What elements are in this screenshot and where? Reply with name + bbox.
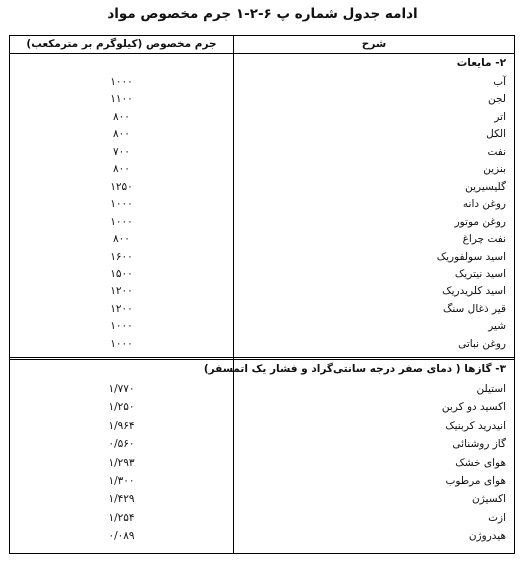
density-value: ۱/۴۲۹: [108, 493, 135, 506]
table-row: [10, 436, 514, 453]
material-name: اسید سولفوریک: [436, 250, 506, 263]
table-row: [10, 510, 514, 527]
table-row: [10, 455, 514, 472]
density-value: ۸۰۰: [113, 128, 130, 141]
material-name: روغن نباتی: [458, 337, 506, 350]
section-divider: [10, 357, 514, 358]
density-value: ۱۰۰۰: [110, 215, 133, 228]
table-row: [10, 336, 514, 353]
density-value: ۱۰۰۰: [110, 76, 133, 88]
density-value: ۰/۵۶۰: [108, 438, 135, 451]
density-value: ۱/۲۵۴: [108, 511, 135, 524]
density-value: ۸۰۰: [113, 163, 130, 176]
table-row: [10, 74, 514, 91]
table-row: [10, 381, 514, 398]
table-row: [10, 473, 514, 490]
density-value: ۱۰۰۰: [110, 337, 133, 350]
density-value: ۱۵۰۰: [110, 267, 133, 280]
table-row: [10, 91, 514, 108]
table-row: [10, 528, 514, 545]
material-name: الکل: [486, 128, 506, 141]
material-name: گاز روشنائی: [452, 438, 506, 451]
table-row: [10, 318, 514, 335]
density-value: ۱۲۰۰: [110, 285, 133, 298]
density-value: ۱/۲۹۳: [108, 456, 135, 469]
section-title-liquids: ۲- مایعات: [456, 57, 506, 69]
material-name: نفت: [487, 145, 506, 158]
table-row: [10, 214, 514, 231]
material-name: اتر: [494, 110, 506, 123]
table-row: [10, 179, 514, 196]
density-value: ۸۰۰: [113, 110, 130, 123]
material-name: گلیسیرین: [465, 180, 506, 193]
density-value: ۷۰۰: [113, 145, 130, 158]
table-row: [10, 196, 514, 213]
table-row: [10, 109, 514, 126]
material-name: روغن موتور: [454, 215, 506, 228]
table-row: [10, 266, 514, 283]
table-row: [10, 399, 514, 416]
density-value: ۱۱۰۰: [110, 93, 133, 106]
material-name: انیدرید کربنیک: [445, 419, 506, 432]
table-row: [10, 418, 514, 435]
section-title-gases: ۳- گازها ( دمای صفر درجه سانتی‌گراد و فشار یک اتمسفر): [203, 363, 506, 375]
density-value: ۱/۲۵۰: [108, 401, 135, 414]
density-value: ۱۰۰۰: [110, 198, 133, 211]
material-name: اکسید دو کربن: [441, 401, 506, 414]
material-name: هوای مرطوب: [445, 475, 506, 487]
table-header: [10, 36, 514, 54]
density-table: [9, 35, 515, 554]
table-row: [10, 301, 514, 318]
density-value: ۱۰۰۰: [110, 320, 133, 333]
table-row: [10, 144, 514, 161]
density-value: ۱/۷۷۰: [108, 383, 135, 395]
page-title: ادامه جدول شماره پ ۶-۲-۱ جرم مخصوص مواد: [107, 6, 418, 22]
density-value: ۱/۹۶۴: [108, 419, 135, 432]
table-row: [10, 249, 514, 266]
material-name: هوای خشک: [455, 456, 506, 469]
density-value: ۱۲۰۰: [110, 302, 133, 315]
table-row: [10, 126, 514, 143]
density-value: ۱۶۰۰: [110, 250, 133, 263]
density-value: ۸۰۰: [113, 233, 130, 246]
gases-section: [10, 359, 514, 555]
material-name: قیر ذغال سنگ: [442, 302, 506, 315]
table-row: [10, 491, 514, 508]
material-name: لجن: [488, 93, 506, 106]
liquids-section: [10, 54, 514, 357]
table-row: [10, 231, 514, 248]
material-name: بنزین: [483, 163, 506, 176]
density-value: ۰/۰۸۹: [108, 530, 135, 543]
material-name: روغن دانه: [462, 198, 506, 211]
material-name: نفت چراغ: [462, 233, 506, 246]
material-name: اسید کلریدریک: [442, 285, 506, 298]
description-header: شرح: [361, 38, 387, 50]
material-name: اکسیژن: [472, 493, 506, 506]
material-name: هیدروژن: [468, 530, 506, 543]
density-value: ۱۲۵۰: [110, 180, 133, 193]
material-name: ازت: [488, 511, 506, 524]
density-header: جرم مخصوص (کیلوگرم بر مترمکعب): [26, 38, 217, 50]
material-name: آب: [493, 76, 506, 88]
density-value: ۱/۳۰۰: [108, 475, 135, 487]
material-name: استیلن: [476, 383, 506, 395]
material-name: اسید نیتریک: [454, 267, 506, 280]
table-row: [10, 161, 514, 178]
material-name: شیر: [488, 320, 506, 333]
table-row: [10, 283, 514, 300]
